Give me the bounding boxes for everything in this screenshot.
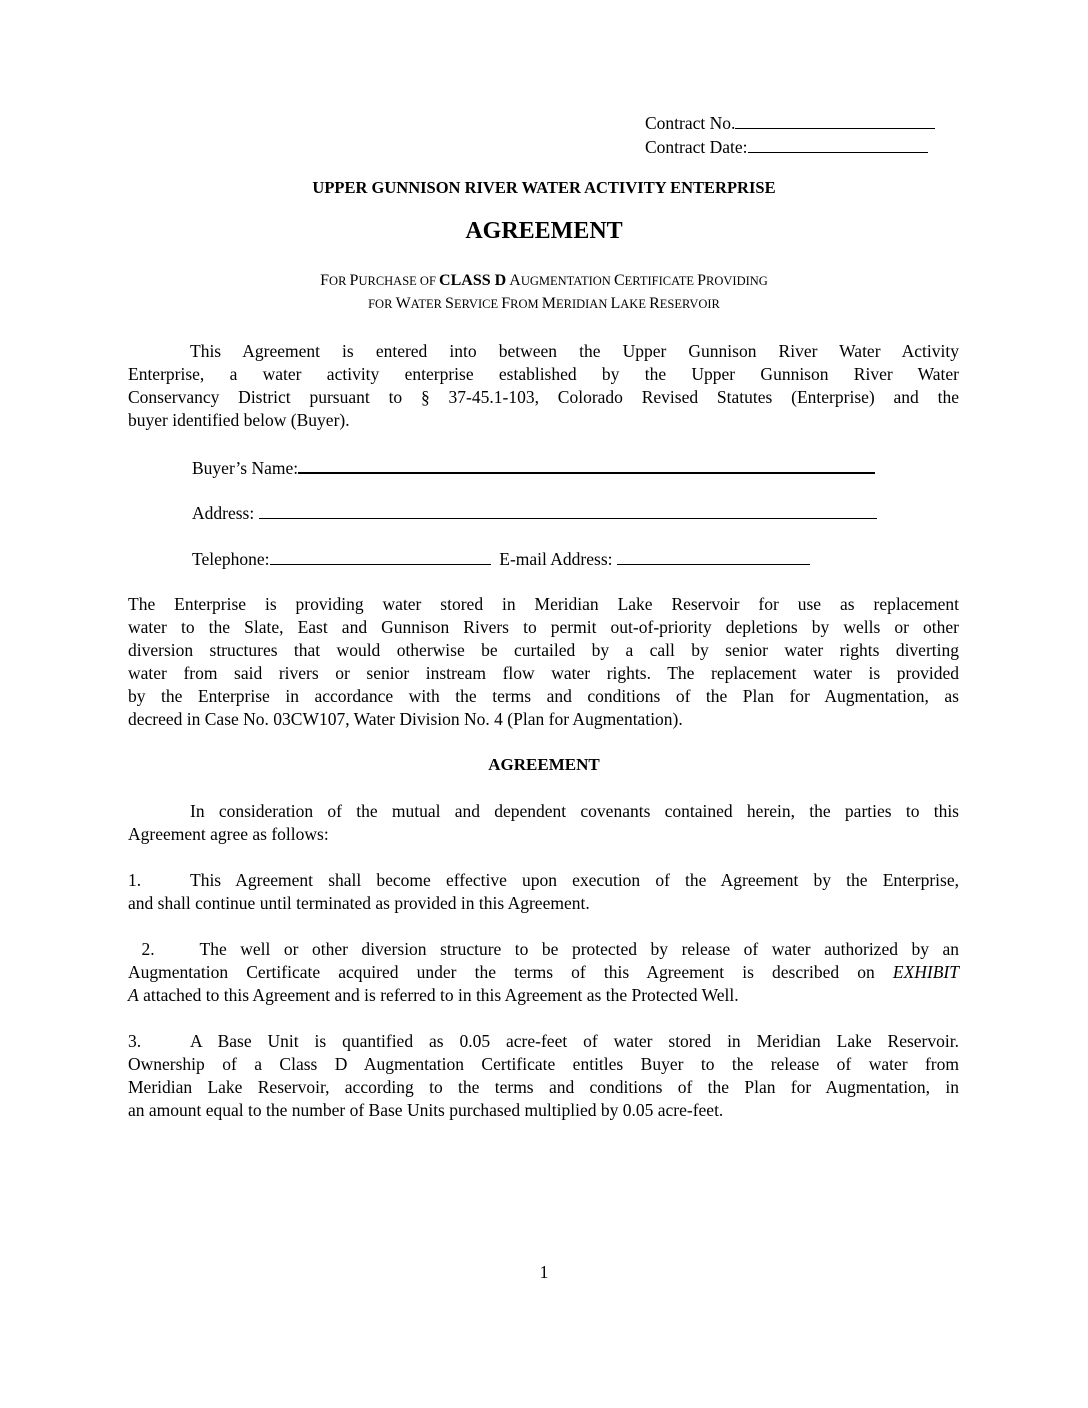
subtitle-text: URCHASE OF (358, 274, 440, 288)
subtitle-text: UGMENTATION (520, 274, 614, 288)
buyer-name-field[interactable] (298, 456, 875, 474)
subtitle-text: A (506, 272, 521, 289)
subtitle-text: ROM (510, 297, 542, 311)
intro-paragraph (128, 340, 959, 432)
clause-3 (128, 1030, 959, 1122)
contract-no-label: Contract No. (645, 113, 736, 133)
clause-line: and shall continue until terminated as provided in this Agreement. (128, 893, 590, 913)
consideration-line: Agreement agree as follows: (128, 824, 329, 844)
background-line: decreed in Case No. 03CW107, Water Division No. 4 (Plan for Augmentation). (128, 709, 683, 729)
address-field[interactable] (259, 502, 877, 519)
subtitle-text: ATER (410, 297, 446, 311)
background-paragraph (128, 593, 959, 731)
subtitle-text: P (697, 272, 707, 289)
subtitle-text: ERIDIAN (555, 297, 611, 311)
clause-line: an amount equal to the number of Base Units purchased multiplied by 0.05 acre-feet. (128, 1100, 724, 1120)
clause-number: 1. (128, 870, 142, 890)
document-title: AGREEMENT (465, 218, 623, 244)
intro-line: Conservancy District pursuant to § 37-45.1-103, Colorado Revised Statutes (Enterprise) and the (128, 387, 959, 407)
subtitle-text: M (541, 295, 556, 312)
email-field[interactable] (617, 548, 810, 565)
subtitle-text: AKE (620, 297, 650, 311)
clause-line: This Agreement shall become effective upon execution of the Agreement by the Enterprise, (190, 870, 959, 890)
background-line: water to the Slate, East and Gunnison Rivers to permit out-of-priority depletions by wells or other (128, 617, 959, 637)
subtitle-text: FOR (368, 297, 396, 311)
address-label: Address: (192, 503, 255, 523)
contract-date-blank (748, 136, 928, 153)
clause-line: Meridian Lake Reservoir, according to the terms and conditions of the Plan for Augmentation, in (128, 1077, 959, 1097)
contact-row (192, 548, 810, 570)
subtitle-text: L (610, 295, 621, 312)
clause-line: Augmentation Certificate acquired under the terms of this Agreement is described on (128, 962, 893, 982)
contract-date-line (645, 136, 928, 158)
agreement-heading: AGREEMENT (488, 755, 600, 774)
clause-line: A Base Unit is quantified as 0.05 acre-feet of water stored in Meridian Lake Reservoir. (190, 1031, 959, 1051)
intro-line: This Agreement is entered into between the Upper Gunnison River Water Activity (190, 341, 959, 361)
contract-no-blank (735, 112, 935, 129)
clause-1 (128, 869, 959, 915)
consideration-paragraph (128, 800, 959, 846)
subtitle-text: C (613, 272, 625, 289)
consideration-line: In consideration of the mutual and dependent covenants contained herein, the parties to this (190, 801, 959, 821)
contract-date-label: Contract Date: (645, 137, 748, 157)
subtitle-text: ERVICE (453, 297, 502, 311)
email-label: E-mail Address: (499, 549, 613, 569)
background-line: diversion structures that would otherwise be curtailed by a call by senior water rights diverting (128, 640, 959, 660)
organization-title: UPPER GUNNISON RIVER WATER ACTIVITY ENTERPRISE (312, 178, 776, 197)
buyer-name-label: Buyer’s Name: (192, 458, 299, 478)
subtitle-class-d: CLASS D (439, 272, 507, 289)
contract-no-line (645, 112, 935, 134)
telephone-field[interactable] (270, 548, 491, 565)
clause-2 (128, 938, 959, 1007)
clause-line: Ownership of a Class D Augmentation Certificate entitles Buyer to the release of water from (128, 1054, 959, 1074)
subtitle-text: S (445, 295, 454, 312)
subtitle-text: ESERVOIR (659, 297, 720, 311)
clause-line: attached to this Agreement and is referred to in this Agreement as the Protected Well. (138, 985, 739, 1005)
address-row (192, 502, 877, 524)
intro-line: Enterprise, a water activity enterprise established by the Upper Gunnison River Water (128, 364, 959, 384)
intro-line: buyer identified below (Buyer). (128, 410, 350, 430)
subtitle-text: OR (329, 274, 350, 288)
subtitle-text: ERTIFICATE (624, 274, 698, 288)
telephone-label: Telephone: (192, 549, 270, 569)
clause-number: 2. (141, 939, 155, 959)
subtitle-text: F (320, 272, 330, 289)
exhibit-reference: EXHIBIT (892, 962, 959, 982)
subtitle-text: F (501, 295, 511, 312)
subtitle-text: ROVIDING (706, 274, 768, 288)
clause-number: 3. (128, 1031, 142, 1051)
page-number: 1 (539, 1262, 549, 1282)
subtitle-line-2 (0, 295, 1088, 313)
background-line: water from said rivers or senior instream flow water rights. The replacement water is provided (128, 663, 959, 683)
subtitle-text: W (395, 295, 411, 312)
subtitle-text: R (649, 295, 660, 312)
subtitle-line-1 (0, 272, 1088, 290)
background-line: by the Enterprise in accordance with the terms and conditions of the Plan for Augmentation, as (128, 686, 959, 706)
exhibit-reference: A (128, 985, 139, 1005)
buyer-name-row (192, 456, 875, 479)
clause-line: The well or other diversion structure to be protected by release of water authorized by an (199, 939, 960, 959)
subtitle-text: P (349, 272, 359, 289)
background-line: The Enterprise is providing water stored in Meridian Lake Reservoir for use as replacement (128, 594, 959, 614)
